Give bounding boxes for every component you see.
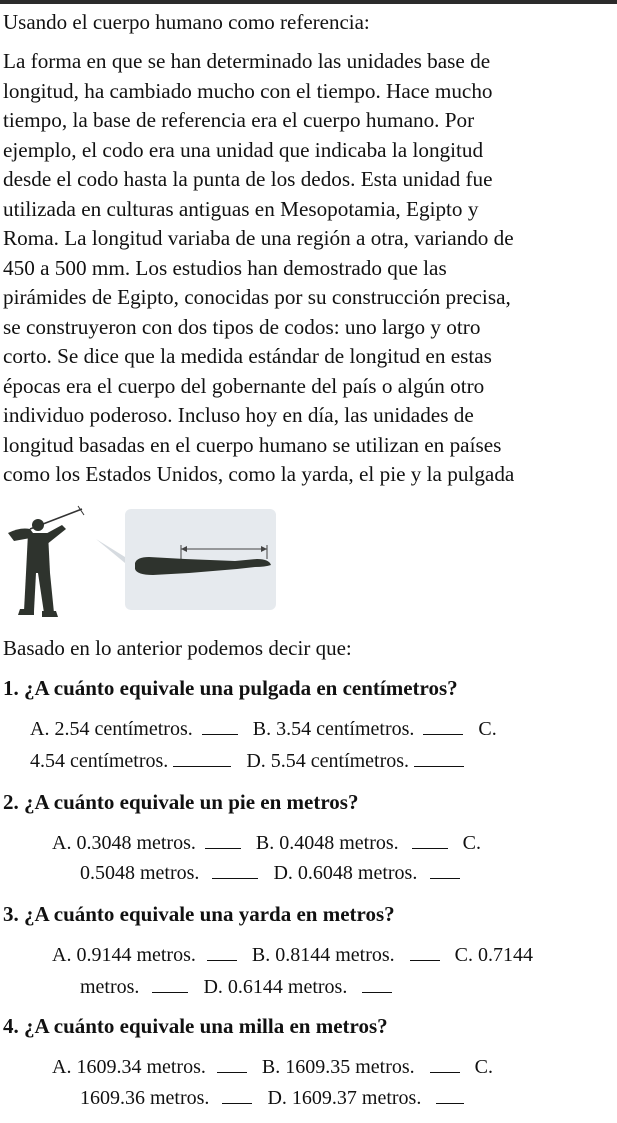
paragraph-line: utilizada en culturas antiguas en Mesopotamia, Egipto y xyxy=(3,196,479,221)
option-a: A. 2.54 centímetros. xyxy=(30,718,193,740)
option-b: B. 0.4048 metros. xyxy=(255,832,399,854)
question-2-row-1 xyxy=(52,832,481,855)
questions-intro: Basado en lo anterior podemos decir que: xyxy=(3,636,352,660)
person-measuring-icon xyxy=(0,503,125,621)
answer-blank[interactable] xyxy=(362,976,392,993)
answer-blank[interactable] xyxy=(212,862,258,879)
top-border xyxy=(0,0,617,4)
option-d: D. 1609.37 metros. xyxy=(267,1087,422,1109)
option-b: B. 0.8144 metros. xyxy=(251,944,395,966)
option-d: D. 0.6048 metros. xyxy=(273,862,418,884)
question-2-row-2 xyxy=(80,862,460,885)
answer-blank[interactable] xyxy=(152,976,188,993)
answer-blank[interactable] xyxy=(202,718,238,735)
forearm-cubit-icon xyxy=(125,509,276,610)
question-4-title: 4. ¿A cuánto equivale una milla en metros? xyxy=(3,1014,388,1038)
answer-blank[interactable] xyxy=(412,832,448,849)
option-c: C. xyxy=(478,718,497,740)
option-c-cont: metros. xyxy=(80,976,140,998)
question-1-title: 1. ¿A cuánto equivale una pulgada en centímetros? xyxy=(3,676,458,700)
option-d: D. 0.6144 metros. xyxy=(203,976,348,998)
option-c: C. 0.7144 xyxy=(454,944,534,966)
question-3-title: 3. ¿A cuánto equivale una yarda en metros? xyxy=(3,902,395,926)
paragraph-line: tiempo, la base de referencia era el cuerpo humano. Por xyxy=(3,108,475,132)
option-c: C. xyxy=(474,1056,494,1078)
paragraph-line: Roma. La longitud variaba de una región a otra, variando de xyxy=(3,226,514,250)
answer-blank[interactable] xyxy=(217,1056,247,1073)
paragraph-line: 450 a 500 mm. Los estudios han demostrado que las xyxy=(3,255,447,280)
answer-blank[interactable] xyxy=(173,750,231,767)
paragraph-line: ejemplo, el codo era una unidad que indicaba la longitud xyxy=(3,137,484,162)
question-1-row-2 xyxy=(30,750,464,773)
option-a: A. 0.9144 metros. xyxy=(52,944,196,966)
paragraph-line: se construyeron con dos tipos de codos: uno largo y otro xyxy=(3,314,481,339)
question-2-title: 2. ¿A cuánto equivale un pie en metros? xyxy=(3,790,359,814)
question-1-row-1 xyxy=(30,718,497,741)
option-a: A. 0.3048 metros. xyxy=(52,832,196,854)
option-a: A. 1609.34 metros. xyxy=(52,1056,206,1078)
answer-blank[interactable] xyxy=(436,1087,464,1104)
option-c-cont: 1609.36 metros. xyxy=(80,1087,210,1109)
option-b: B. 3.54 centímetros. xyxy=(252,718,415,740)
option-c-cont: 0.5048 metros. xyxy=(80,862,200,884)
paragraph-line: desde el codo hasta la punta de los dedos. Esta unidad fue xyxy=(3,167,493,191)
option-c: C. xyxy=(462,832,482,854)
paragraph-line: corto. Se dice que la medida estándar de longitud en estas xyxy=(3,344,492,368)
answer-blank[interactable] xyxy=(410,944,440,961)
answer-blank[interactable] xyxy=(414,750,464,767)
answer-blank[interactable] xyxy=(222,1087,252,1104)
paragraph-line: épocas era el cuerpo del gobernante del país o algún otro xyxy=(3,373,485,398)
question-3-row-1 xyxy=(52,944,533,967)
answer-blank[interactable] xyxy=(430,1056,460,1073)
question-3-row-2 xyxy=(80,976,392,999)
paragraph-line: longitud basadas en el cuerpo humano se utilizan en países xyxy=(3,432,502,457)
paragraph-line: como los Estados Unidos, como la yarda, el pie y la pulgada xyxy=(3,462,515,486)
intro-paragraph xyxy=(3,47,617,490)
option-c-cont: 4.54 centímetros. xyxy=(30,750,169,772)
paragraph-line: individuo poderoso. Incluso hoy en día, las unidades de xyxy=(3,403,474,427)
illustration-panel xyxy=(125,509,276,610)
option-d: D. 5.54 centímetros. xyxy=(246,750,410,772)
page-title: Usando el cuerpo humano como referencia: xyxy=(3,10,370,34)
paragraph-line: pirámides de Egipto, conocidas por su construcción precisa, xyxy=(3,285,511,309)
answer-blank[interactable] xyxy=(423,718,463,735)
question-4-row-2 xyxy=(80,1087,464,1110)
paragraph-line: La forma en que se han determinado las unidades base de xyxy=(3,49,491,73)
paragraph-line: longitud, ha cambiado mucho con el tiempo. Hace mucho xyxy=(3,78,493,103)
answer-blank[interactable] xyxy=(430,862,460,879)
answer-blank[interactable] xyxy=(205,832,241,849)
option-b: B. 1609.35 metros. xyxy=(261,1056,415,1078)
question-4-row-1 xyxy=(52,1056,493,1079)
answer-blank[interactable] xyxy=(207,944,237,961)
